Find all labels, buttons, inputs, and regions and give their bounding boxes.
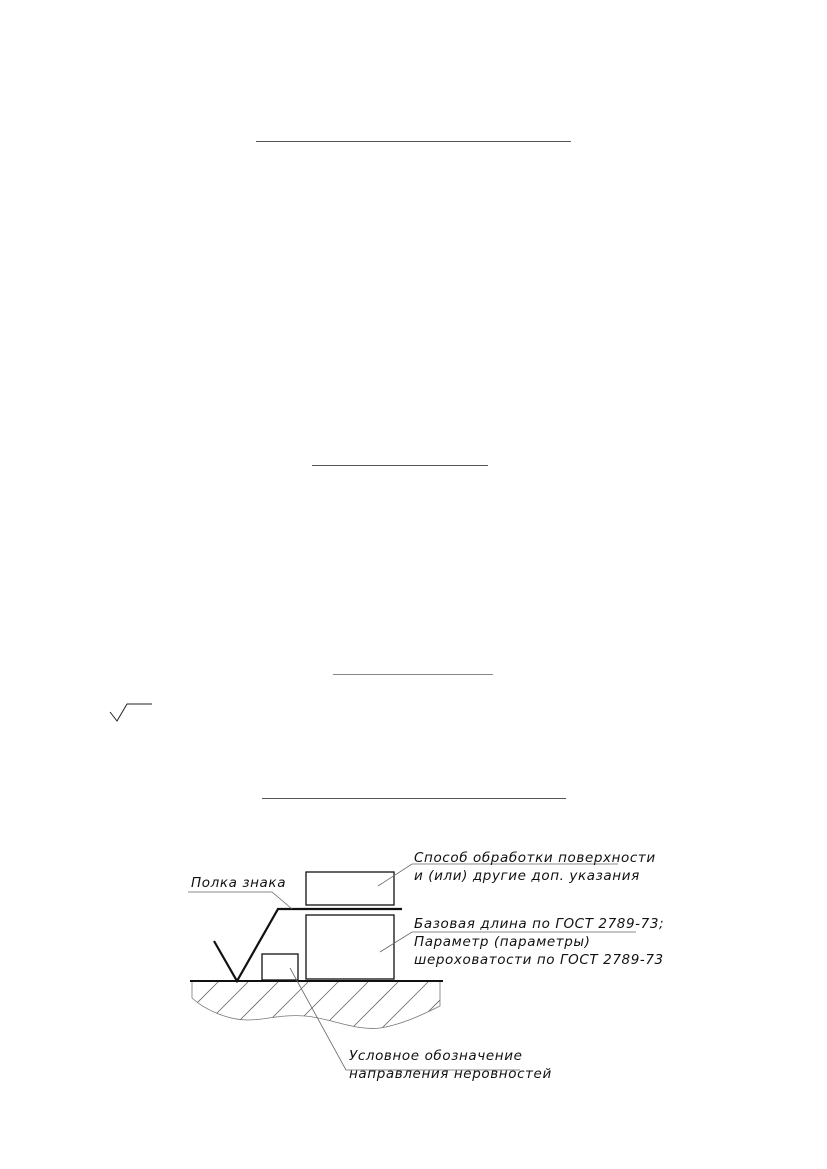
base-label-line1: Базовая длина по ГОСТ 2789-73; (414, 916, 665, 932)
roughness-designation-diagram (0, 820, 827, 1100)
shelf-label: Полка знака (191, 875, 287, 891)
method-box (306, 872, 394, 905)
section-divider-4 (262, 798, 566, 799)
base-label-line3: шероховатости по ГОСТ 2789-73 (414, 952, 664, 968)
surface-break-line (192, 982, 440, 1028)
surface-hatching (190, 982, 458, 1030)
parameter-box (306, 915, 394, 979)
method-label-line1: Способ обработки поверхности (414, 850, 656, 866)
section-divider-1 (256, 141, 571, 142)
roughness-sign-icon (105, 698, 157, 728)
base-label-line2: Параметр (параметры) (414, 934, 591, 950)
method-label-line2: и (или) другие доп. указания (414, 868, 640, 884)
roughness-symbol (214, 909, 402, 981)
direction-label-line1: Условное обозначение (349, 1048, 523, 1064)
shelf-leader (188, 892, 292, 909)
section-divider-3 (333, 674, 493, 675)
direction-box (262, 954, 298, 980)
section-divider-2 (312, 465, 488, 466)
direction-label-line2: направления неровностей (349, 1066, 552, 1082)
